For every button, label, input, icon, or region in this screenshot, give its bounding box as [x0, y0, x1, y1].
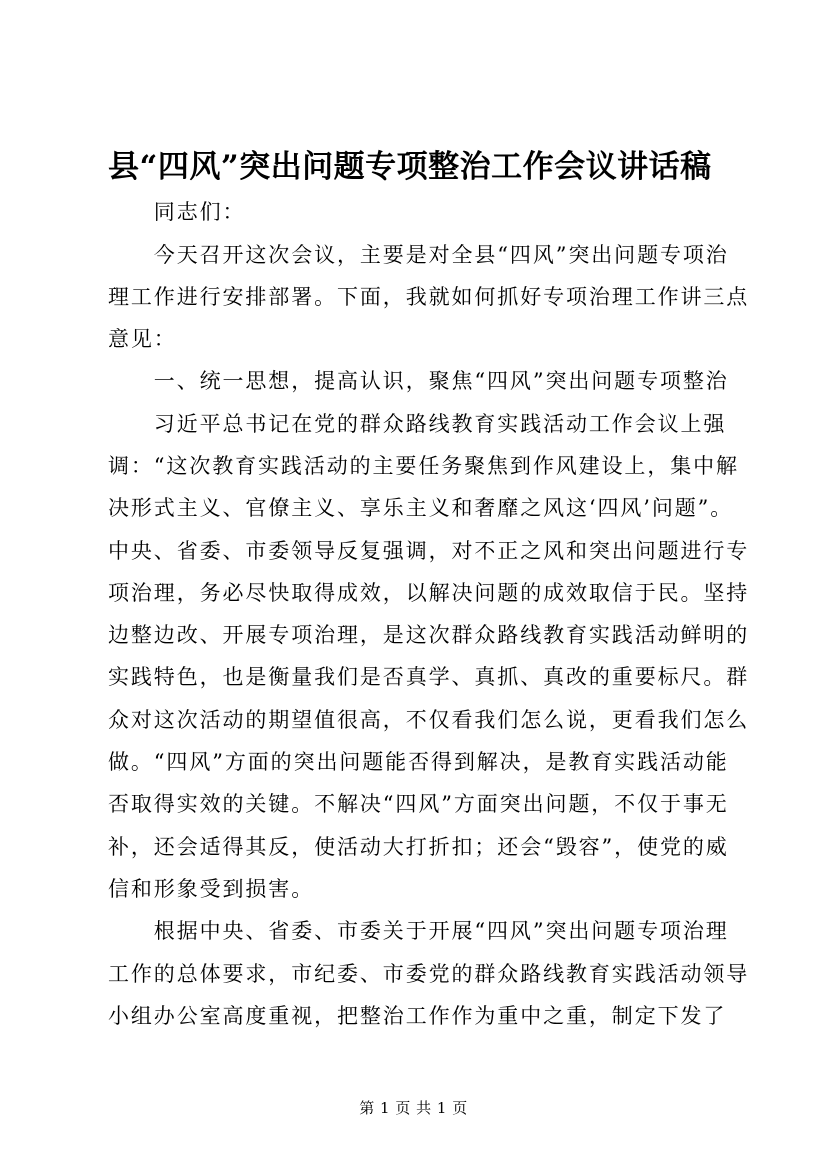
body-line: 信和形象受到损害。 [108, 877, 315, 901]
body-line: 中央、省委、市委领导反复强调，对不正之风和突出问题进行专 [108, 539, 750, 563]
body-line: 实践特色，也是衡量我们是否真学、真抓、真改的重要标尺。群 [108, 665, 750, 689]
page-number-footer: 第 1 页 共 1 页 [359, 1099, 468, 1117]
body-line: 决形式主义、官僚主义、享乐主义和奢靡之风这‘四风’问题”。 [108, 496, 734, 520]
body-line: 根据中央、省委、市委关于开展“四风”突出问题专项治理 [108, 919, 729, 943]
body-line: 今天召开这次会议，主要是对全县“四风”突出问题专项治 [108, 243, 729, 267]
body-line: 习近平总书记在党的群众路线教育实践活动工作会议上强 [108, 412, 727, 436]
body-line: 众对这次活动的期望值很高，不仅看我们怎么说，更看我们怎么 [108, 708, 750, 732]
body-line: 理工作进行安排部署。下面，我就如何抓好专项治理工作讲三点 [108, 285, 750, 309]
body-line: 工作的总体要求，市纪委、市委党的群众路线教育实践活动领导 [108, 962, 750, 986]
body-line: 同志们： [108, 200, 246, 224]
body-line: 做。“四风”方面的突出问题能否得到解决，是教育实践活动能 [108, 750, 729, 774]
body-line: 否取得实效的关键。不解决“四风”方面突出问题，不仅于事无 [108, 792, 729, 816]
body-line: 边整边改、开展专项治理，是这次群众路线教育实践活动鲜明的 [108, 623, 750, 647]
body-line: 意见： [108, 327, 177, 351]
body-line: 补，还会适得其反，使活动大打折扣；还会“毁容”，使党的威 [108, 835, 729, 859]
section-heading: 一、统一思想，提高认识，聚焦“四风”突出问题专项整治 [108, 369, 729, 393]
body-line: 项治理，务必尽快取得成效，以解决问题的成效取信于民。坚持 [108, 581, 750, 605]
body-line: 调：“这次教育实践活动的主要任务聚焦到作风建设上，集中解 [108, 454, 739, 478]
document-title: 县“四风”突出问题专项整治工作会议讲话稿 [108, 149, 712, 185]
body-line: 小组办公室高度重视，把整治工作作为重中之重，制定下发了 [108, 1004, 727, 1028]
